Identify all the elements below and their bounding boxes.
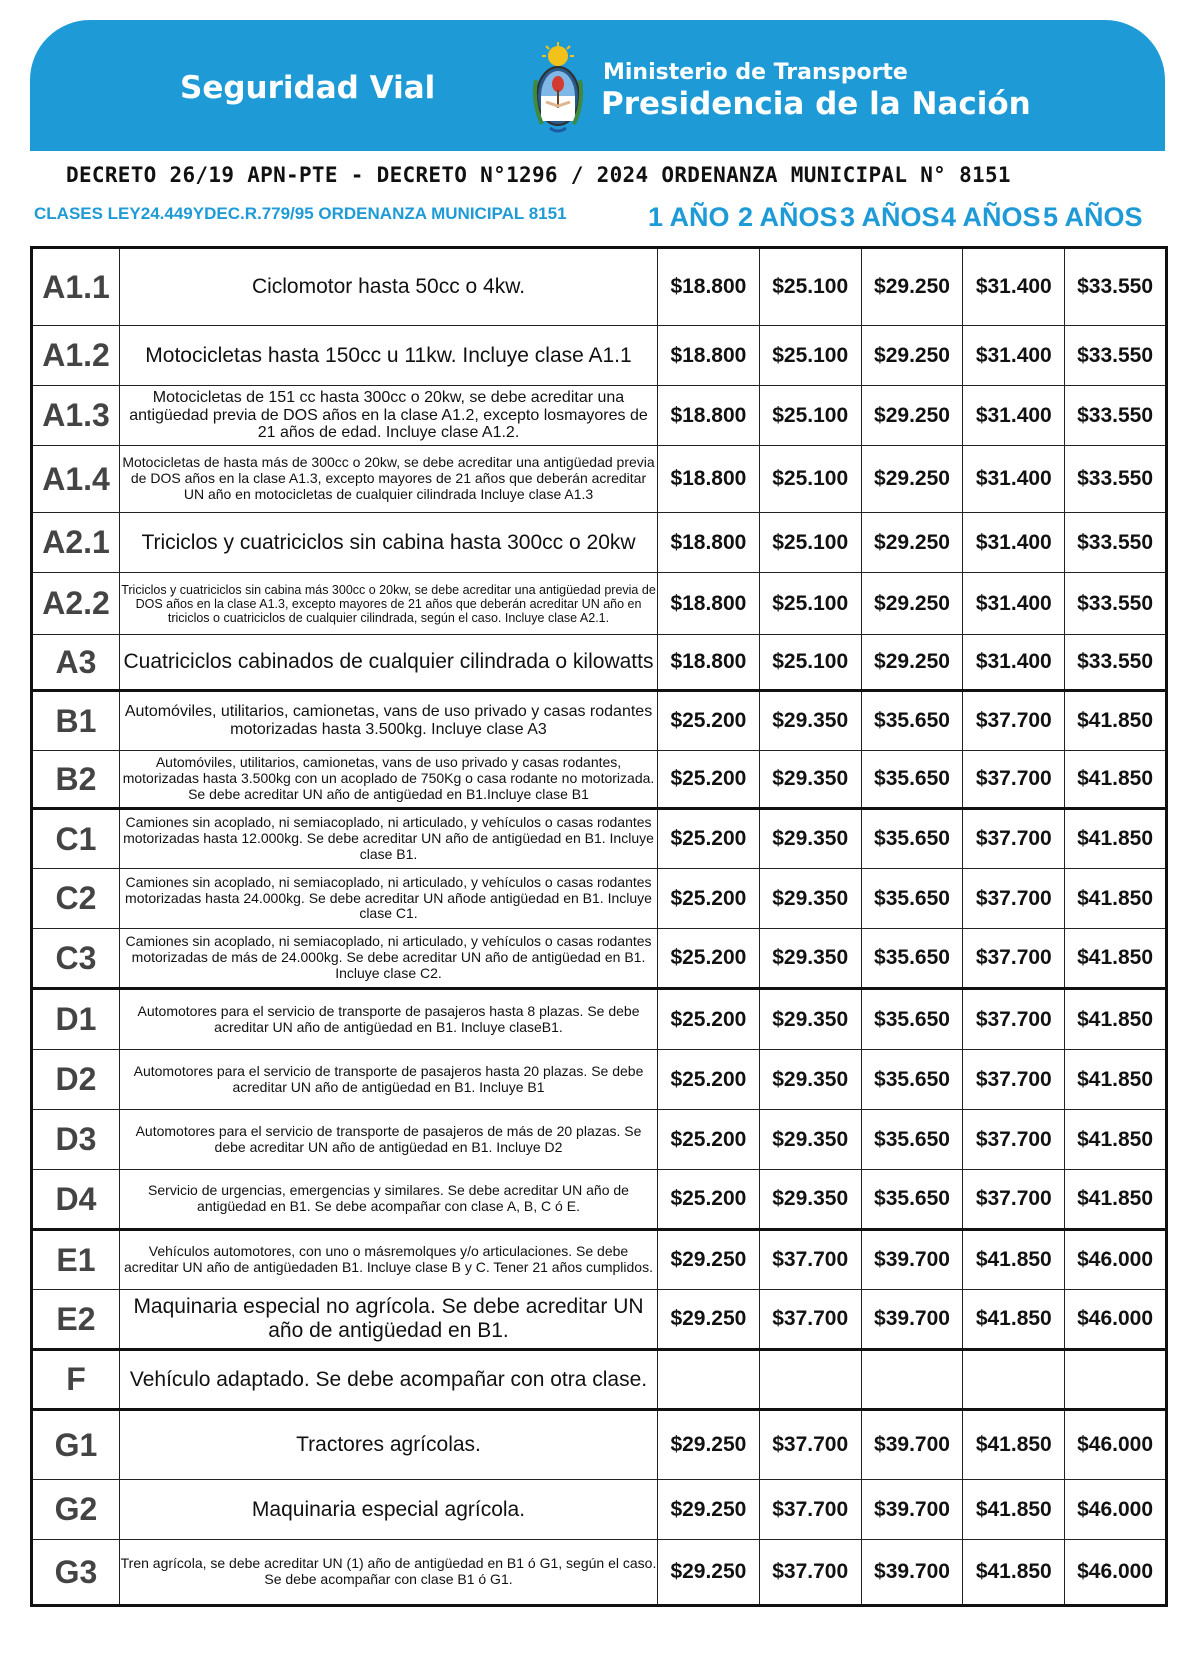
price-1-year: $25.200	[658, 1050, 760, 1110]
price-4-year: $41.850	[963, 1230, 1065, 1290]
class-description: Automóviles, utilitarios, camionetas, vans de uso privado y casas rodantes motorizadas hasta 3.500kg. Incluye clase A3	[120, 691, 658, 751]
class-description: Camiones sin acoplado, ni semiacoplado, ni articulado, y vehículos o casas rodantes motorizadas hasta 24.000kg. Se debe acreditar UN añode antigüedad en B1. Incluye clase C1.	[120, 869, 658, 929]
price-5-year: $41.850	[1065, 809, 1167, 869]
price-5-year: $33.550	[1065, 326, 1167, 386]
price-4-year: $37.700	[963, 751, 1065, 809]
year-header-1: 1 AÑO	[648, 202, 730, 232]
class-description: Triciclos y cuatriciclos sin cabina hasta 300cc o 20kw	[120, 513, 658, 573]
price-1-year: $29.250	[658, 1540, 760, 1606]
price-3-year: $39.700	[861, 1230, 963, 1290]
table-row	[32, 1350, 1167, 1410]
table-row	[32, 989, 1167, 1050]
license-class: E2	[32, 1290, 120, 1350]
price-2-year: $29.350	[759, 809, 861, 869]
presidency-name: Presidencia de la Nación	[601, 86, 1031, 122]
price-4-year: $37.700	[963, 869, 1065, 929]
table-row	[32, 869, 1167, 929]
license-class: D2	[32, 1050, 120, 1110]
table-row	[32, 573, 1167, 635]
price-3-year: $35.650	[861, 929, 963, 989]
price-2-year: $29.350	[759, 1110, 861, 1170]
price-3-year	[861, 1350, 963, 1410]
year-header-5: 5 AÑOS	[1043, 202, 1143, 232]
table-row	[32, 446, 1167, 513]
price-3-year: $35.650	[861, 751, 963, 809]
price-2-year: $37.700	[759, 1480, 861, 1540]
license-class: A1.4	[32, 446, 120, 513]
price-2-year: $25.100	[759, 248, 861, 326]
price-5-year: $33.550	[1065, 386, 1167, 446]
license-class: G2	[32, 1480, 120, 1540]
price-5-year: $46.000	[1065, 1540, 1167, 1606]
table-row	[32, 1290, 1167, 1350]
price-3-year: $29.250	[861, 513, 963, 573]
price-3-year: $35.650	[861, 989, 963, 1050]
price-5-year: $46.000	[1065, 1230, 1167, 1290]
class-description: Motocicletas de hasta más de 300cc o 20kw, se debe acreditar una antigüedad previa de DOS años en la clase A1.3, excepto mayores de 21 años que deberán acreditar UN año en motocicletas de cualquier cilindrada Incluye clase A1.3	[120, 446, 658, 513]
license-class: G1	[32, 1410, 120, 1480]
table-row	[32, 751, 1167, 809]
price-2-year: $25.100	[759, 635, 861, 691]
class-description: Vehículos automotores, con uno o másremolques y/o articulaciones. Se debe acreditar UN año de antigüedaden B1. Incluye clase B y C. Tener 21 años cumplidos.	[120, 1230, 658, 1290]
table-row	[32, 1170, 1167, 1230]
price-5-year: $33.550	[1065, 573, 1167, 635]
price-5-year: $33.550	[1065, 513, 1167, 573]
class-description: Automóviles, utilitarios, camionetas, vans de uso privado y casas rodantes, motorizadas hasta 3.500kg con un acoplado de 750Kg o casa rodante no motorizada. Se debe acreditar UN año de antigüedad en B1.Incluye clase B1	[120, 751, 658, 809]
price-2-year: $29.350	[759, 929, 861, 989]
price-4-year: $31.400	[963, 635, 1065, 691]
class-description: Vehículo adaptado. Se debe acompañar con otra clase.	[120, 1350, 658, 1410]
class-description: Triciclos y cuatriciclos sin cabina más 300cc o 20kw, se debe acreditar una antigüedad previa de DOS años en la clase A1.3, excepto mayores de 21 años que deberán acreditar UN año en triciclos o cuatriciclos de cualquier cilindrada, según el caso. Incluye clase A2.1.	[120, 573, 658, 635]
license-class: B1	[32, 691, 120, 751]
class-description: Maquinaria especial no agrícola. Se debe acreditar UN año de antigüedad en B1.	[120, 1290, 658, 1350]
price-1-year: $25.200	[658, 751, 760, 809]
price-5-year: $41.850	[1065, 1110, 1167, 1170]
license-class: D4	[32, 1170, 120, 1230]
price-4-year: $41.850	[963, 1480, 1065, 1540]
price-4-year: $37.700	[963, 809, 1065, 869]
license-class: F	[32, 1350, 120, 1410]
price-3-year: $29.250	[861, 573, 963, 635]
price-3-year: $39.700	[861, 1540, 963, 1606]
price-1-year: $25.200	[658, 929, 760, 989]
price-2-year: $29.350	[759, 751, 861, 809]
price-3-year: $35.650	[861, 869, 963, 929]
price-5-year	[1065, 1350, 1167, 1410]
price-4-year: $37.700	[963, 691, 1065, 751]
price-5-year: $41.850	[1065, 691, 1167, 751]
price-2-year: $25.100	[759, 386, 861, 446]
decree-line: DECRETO 26/19 APN-PTE - DECRETO N°1296 / 2024 ORDENANZA MUNICIPAL N° 8151	[66, 163, 1011, 187]
license-class: C2	[32, 869, 120, 929]
price-5-year: $41.850	[1065, 751, 1167, 809]
class-description: Camiones sin acoplado, ni semiacoplado, ni articulado, y vehículos o casas rodantes motorizadas hasta 12.000kg. Se debe acreditar UN año de antigüedad en B1. Incluye clase B1.	[120, 809, 658, 869]
price-1-year	[658, 1350, 760, 1410]
class-description: Tren agrícola, se debe acreditar UN (1) año de antigüedad en B1 ó G1, según el caso. Se debe acompañar con clase B1 ó G1.	[120, 1540, 658, 1606]
year-header-4: 4 AÑOS	[941, 202, 1041, 232]
price-1-year: $18.800	[658, 513, 760, 573]
year-header-3: 3 AÑOS	[840, 202, 940, 232]
table-row	[32, 1480, 1167, 1540]
price-1-year: $18.800	[658, 248, 760, 326]
price-1-year: $18.800	[658, 446, 760, 513]
license-class: A1.3	[32, 386, 120, 446]
price-1-year: $25.200	[658, 1170, 760, 1230]
price-4-year	[963, 1350, 1065, 1410]
license-class: E1	[32, 1230, 120, 1290]
price-4-year: $41.850	[963, 1290, 1065, 1350]
price-4-year: $31.400	[963, 446, 1065, 513]
price-5-year: $46.000	[1065, 1480, 1167, 1540]
class-description: Maquinaria especial agrícola.	[120, 1480, 658, 1540]
price-2-year: $25.100	[759, 513, 861, 573]
price-5-year: $41.850	[1065, 1170, 1167, 1230]
price-5-year: $46.000	[1065, 1290, 1167, 1350]
price-3-year: $35.650	[861, 809, 963, 869]
price-4-year: $31.400	[963, 513, 1065, 573]
price-5-year: $46.000	[1065, 1410, 1167, 1480]
price-1-year: $18.800	[658, 326, 760, 386]
price-2-year: $25.100	[759, 573, 861, 635]
price-3-year: $35.650	[861, 691, 963, 751]
price-5-year: $33.550	[1065, 446, 1167, 513]
table-row	[32, 513, 1167, 573]
price-1-year: $18.800	[658, 573, 760, 635]
table-row	[32, 1110, 1167, 1170]
price-4-year: $31.400	[963, 326, 1065, 386]
license-class: A3	[32, 635, 120, 691]
license-class: C3	[32, 929, 120, 989]
class-description: Automotores para el servicio de transporte de pasajeros hasta 8 plazas. Se debe acreditar UN año de antigüedad en B1. Incluye claseB1.	[120, 989, 658, 1050]
table-row	[32, 809, 1167, 869]
price-2-year: $29.350	[759, 691, 861, 751]
class-description: Ciclomotor hasta 50cc o 4kw.	[120, 248, 658, 326]
class-description: Automotores para el servicio de transporte de pasajeros hasta 20 plazas. Se debe acreditar UN año de antigüedad en B1. Incluye B1	[120, 1050, 658, 1110]
price-1-year: $25.200	[658, 1110, 760, 1170]
price-3-year: $29.250	[861, 446, 963, 513]
price-1-year: $18.800	[658, 386, 760, 446]
table-row	[32, 1410, 1167, 1480]
ministry-name: Ministerio de Transporte	[603, 60, 908, 85]
price-3-year: $39.700	[861, 1480, 963, 1540]
table-row	[32, 1230, 1167, 1290]
fees-table	[30, 246, 1168, 1607]
license-class: D3	[32, 1110, 120, 1170]
table-row	[32, 1050, 1167, 1110]
price-4-year: $41.850	[963, 1540, 1065, 1606]
price-1-year: $29.250	[658, 1290, 760, 1350]
price-4-year: $37.700	[963, 929, 1065, 989]
price-4-year: $31.400	[963, 573, 1065, 635]
price-5-year: $41.850	[1065, 1050, 1167, 1110]
price-4-year: $37.700	[963, 1110, 1065, 1170]
license-class: B2	[32, 751, 120, 809]
price-1-year: $29.250	[658, 1480, 760, 1540]
table-row	[32, 248, 1167, 326]
class-description: Motocicletas de 151 cc hasta 300cc o 20kw, se debe acreditar una antigüedad previa de DOS años en la clase A1.2, excepto losmayores de 21 años de edad. Incluye clase A1.2.	[120, 386, 658, 446]
price-5-year: $41.850	[1065, 989, 1167, 1050]
price-1-year: $25.200	[658, 989, 760, 1050]
price-2-year: $25.100	[759, 446, 861, 513]
table-row	[32, 386, 1167, 446]
table-row	[32, 691, 1167, 751]
license-class: A1.1	[32, 248, 120, 326]
price-2-year: $37.700	[759, 1410, 861, 1480]
class-description: Automotores para el servicio de transporte de pasajeros de más de 20 plazas. Se debe acreditar UN año de antigüedad en B1. Incluye D2	[120, 1110, 658, 1170]
price-2-year: $37.700	[759, 1540, 861, 1606]
price-4-year: $41.850	[963, 1410, 1065, 1480]
license-class: C1	[32, 809, 120, 869]
price-2-year: $29.350	[759, 869, 861, 929]
price-1-year: $18.800	[658, 635, 760, 691]
price-3-year: $29.250	[861, 386, 963, 446]
price-1-year: $29.250	[658, 1230, 760, 1290]
table-row	[32, 326, 1167, 386]
price-5-year: $41.850	[1065, 929, 1167, 989]
class-description: Cuatriciclos cabinados de cualquier cilindrada o kilowatts	[120, 635, 658, 691]
table-row	[32, 1540, 1167, 1606]
price-3-year: $35.650	[861, 1170, 963, 1230]
price-4-year: $37.700	[963, 1050, 1065, 1110]
class-description: Tractores agrícolas.	[120, 1410, 658, 1480]
price-2-year: $37.700	[759, 1230, 861, 1290]
price-3-year: $39.700	[861, 1290, 963, 1350]
class-description: Servicio de urgencias, emergencias y similares. Se debe acreditar UN año de antigüedad en B1. Se debe acompañar con clase A, B, C ó E.	[120, 1170, 658, 1230]
class-description: Camiones sin acoplado, ni semiacoplado, ni articulado, y vehículos o casas rodantes motorizadas de más de 24.000kg. Se debe acreditar UN año de antigüedad en B1. Incluye clase C2.	[120, 929, 658, 989]
price-3-year: $39.700	[861, 1410, 963, 1480]
price-5-year: $33.550	[1065, 635, 1167, 691]
price-4-year: $37.700	[963, 989, 1065, 1050]
price-1-year: $25.200	[658, 691, 760, 751]
price-2-year: $29.350	[759, 1170, 861, 1230]
license-class: A2.2	[32, 573, 120, 635]
price-2-year: $25.100	[759, 326, 861, 386]
price-3-year: $29.250	[861, 248, 963, 326]
price-3-year: $29.250	[861, 635, 963, 691]
license-class: G3	[32, 1540, 120, 1606]
license-class: A2.1	[32, 513, 120, 573]
price-5-year: $41.850	[1065, 869, 1167, 929]
license-class: D1	[32, 989, 120, 1050]
table-row	[32, 635, 1167, 691]
price-2-year	[759, 1350, 861, 1410]
price-2-year: $29.350	[759, 1050, 861, 1110]
year-header-2: 2 AÑOS	[738, 202, 838, 232]
seguridad-vial-title: Seguridad Vial	[180, 70, 436, 106]
price-4-year: $31.400	[963, 386, 1065, 446]
license-class: A1.2	[32, 326, 120, 386]
header-banner	[30, 20, 1165, 151]
argentina-coat-of-arms-icon	[530, 42, 586, 134]
class-description: Motocicletas hasta 150cc u 11kw. Incluye clase A1.1	[120, 326, 658, 386]
price-2-year: $29.350	[759, 989, 861, 1050]
price-1-year: $25.200	[658, 809, 760, 869]
price-1-year: $29.250	[658, 1410, 760, 1480]
price-1-year: $25.200	[658, 869, 760, 929]
classes-label: CLASES LEY24.449YDEC.R.779/95 ORDENANZA MUNICIPAL 8151	[34, 204, 567, 223]
price-4-year: $31.400	[963, 248, 1065, 326]
price-3-year: $35.650	[861, 1050, 963, 1110]
price-2-year: $37.700	[759, 1290, 861, 1350]
price-3-year: $29.250	[861, 326, 963, 386]
price-3-year: $35.650	[861, 1110, 963, 1170]
table-row	[32, 929, 1167, 989]
price-5-year: $33.550	[1065, 248, 1167, 326]
price-4-year: $37.700	[963, 1170, 1065, 1230]
